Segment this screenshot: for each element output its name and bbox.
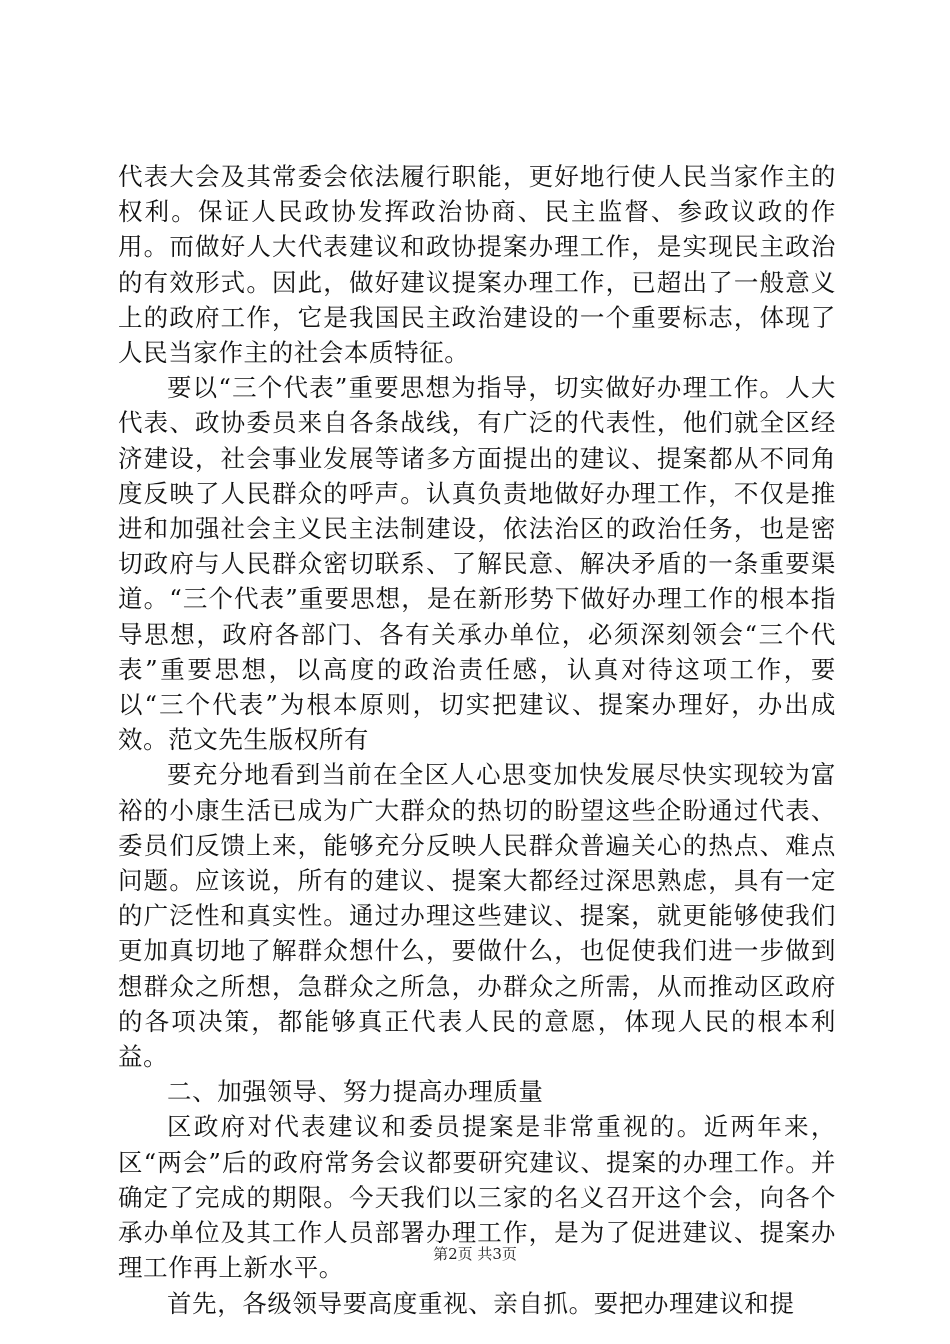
section-heading: 二、加强领导、努力提高办理质量 [167,1077,544,1107]
paragraph-5: 首先，各级领导要高度重视、亲自抓。要把办理建议和提 [167,1288,795,1318]
document-body [118,159,836,1321]
paragraph-3: 要充分地看到当前在全区人心思变加快发展尽快实现较为富裕的小康生活已成为广大群众的热切的盼望这些企盼通过代表、委员们反馈上来，能够充分反映人民群众普遍关心的热点、难点问题。应该说，所有的建议、提案大都经过深思熟虑，具有一定的广泛性和真实性。通过办理这些建议、提案，就更能够使我们更加真切地了解群众想什么，要做什么，也促使我们进一步做到想群众之所想，急群众之所急，办群众之所需，从而推动区政府的各项决策，都能够真正代表人民的意愿，体现人民的根本利益。 [118,760,836,1072]
page-number: 第2页 共3页 [433,1245,517,1263]
paragraph-1: 代表大会及其常委会依法履行职能，更好地行使人民当家作主的权利。保证人民政协发挥政治协商、民主监督、参政议政的作用。而做好人大代表建议和政协提案办理工作，是实现民主政治的有效形式。因此，做好建议提案办理工作，已超出了一般意义上的政府工作，它是我国民主政治建设的一个重要标志，体现了人民当家作主的社会本质特征。 [118,162,836,368]
paragraph-2: 要以“三个代表”重要思想为指导，切实做好办理工作。人大代表、政协委员来自各条战线，有广泛的代表性，他们就全区经济建设，社会事业发展等诸多方面提出的建议、提案都从不同角度反映了人民群众的呼声。认真负责地做好办理工作，不仅是推进和加强社会主义民主法制建设，依法治区的政治任务，也是密切政府与人民群众密切联系、了解民意、解决矛盾的一条重要渠道。“三个代表”重要思想，是在新形势下做好办理工作的根本指导思想，政府各部门、各有关承办单位，必须深刻领会“三个代表”重要思想，以高度的政治责任感，认真对待这项工作，要以“三个代表”为根本原则，切实把建议、提案办理好，办出成效。范文先生版权所有 [118,373,836,755]
paragraph-4: 区政府对代表建议和委员提案是非常重视的。近两年来，区“两会”后的政府常务会议都要研究建议、提案的办理工作。并确定了完成的期限。今天我们以三家的名义召开这个会，向各个承办单位及其工作人员部署办理工作，是为了促进建议、提案办理工作再上新水平。 [118,1112,836,1283]
page-footer [0,1244,950,1264]
